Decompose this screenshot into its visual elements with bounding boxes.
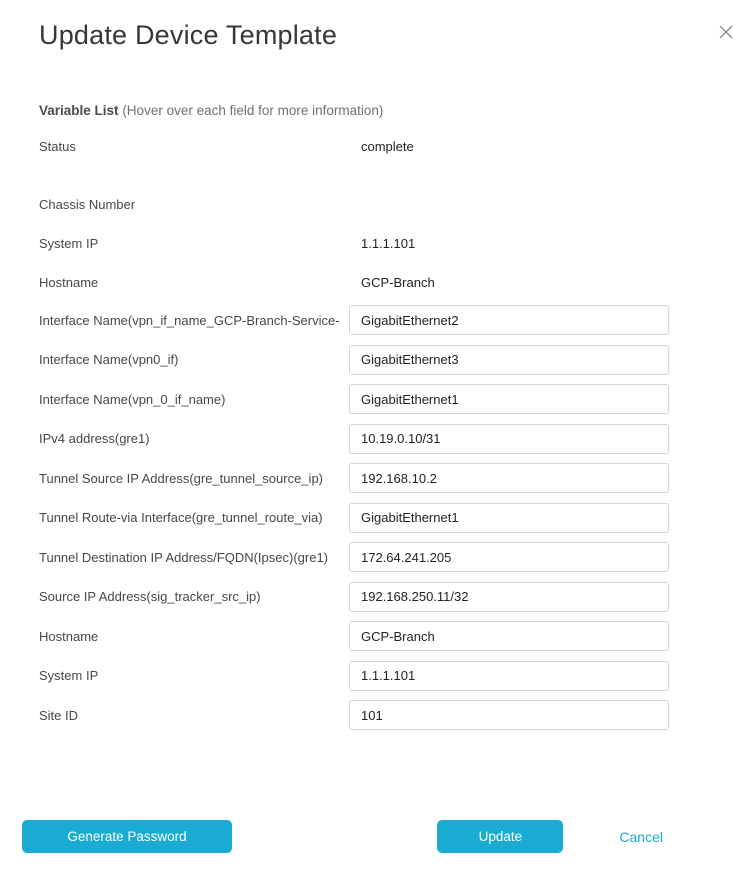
readonly-row-chassis-number xyxy=(0,185,752,224)
field-label: Interface Name(vpn_if_name_GCP-Branch-Service- xyxy=(39,312,340,328)
hostname-value: GCP-Branch xyxy=(361,275,435,290)
interface-name-service-input[interactable] xyxy=(349,305,669,335)
hostname-input[interactable] xyxy=(349,621,669,651)
variable-list-subtitle: (Hover over each field for more information) xyxy=(122,103,384,118)
input-row-system-ip xyxy=(0,661,752,691)
field-label: Hostname xyxy=(39,628,99,644)
input-row-interface-name-service xyxy=(0,305,752,335)
field-label: Interface Name(vpn_0_if_name) xyxy=(39,391,226,407)
field-label: Tunnel Route-via Interface(gre_tunnel_route_via) xyxy=(39,510,323,525)
input-row-tunnel-source-ip xyxy=(0,463,752,493)
variable-list-header xyxy=(39,103,712,118)
generate-password-button[interactable]: Generate Password xyxy=(22,820,232,853)
input-row-interface-name-vpn-0-if-name xyxy=(0,384,752,414)
site-id-input[interactable] xyxy=(349,700,669,730)
input-row-source-ip-address xyxy=(0,582,752,612)
variable-list-title: Variable List xyxy=(39,103,119,118)
interface-name-vpn-0-if-name-input[interactable] xyxy=(349,384,669,414)
field-label: Tunnel Source IP Address(gre_tunnel_source_ip) xyxy=(39,470,324,486)
close-button[interactable] xyxy=(718,26,734,42)
field-label: Tunnel Destination IP Address/FQDN(Ipsec)(gre1) xyxy=(39,549,329,565)
field-label: Source IP Address(sig_tracker_src_ip) xyxy=(39,589,261,604)
system-ip-value: 1.1.1.101 xyxy=(361,236,416,251)
tunnel-source-ip-input[interactable] xyxy=(349,463,669,493)
dialog-footer xyxy=(0,820,752,853)
close-icon xyxy=(719,25,733,44)
interface-name-vpn0-if-input[interactable] xyxy=(349,345,669,375)
ipv4-address-gre1-input[interactable] xyxy=(349,424,669,454)
tunnel-route-via-input[interactable] xyxy=(349,503,669,533)
field-label: Hostname xyxy=(39,275,99,290)
update-button[interactable]: Update xyxy=(437,820,563,853)
input-row-tunnel-destination-ip xyxy=(0,542,752,572)
input-row-tunnel-route-via xyxy=(0,503,752,533)
readonly-row-status xyxy=(0,127,752,166)
source-ip-address-input[interactable] xyxy=(349,582,669,612)
field-label: IPv4 address(gre1) xyxy=(39,431,150,446)
input-row-hostname xyxy=(0,621,752,651)
field-label: System IP xyxy=(39,236,99,251)
variable-list xyxy=(0,127,752,730)
cancel-link[interactable]: Cancel xyxy=(619,828,663,845)
readonly-row-hostname xyxy=(0,263,752,302)
readonly-row-system-ip xyxy=(0,224,752,263)
field-label: System IP xyxy=(39,668,99,683)
input-row-site-id xyxy=(0,700,752,730)
input-row-ipv4-address-gre1 xyxy=(0,424,752,454)
tunnel-destination-ip-input[interactable] xyxy=(349,542,669,572)
field-label: Chassis Number xyxy=(39,197,136,212)
system-ip-input[interactable] xyxy=(349,661,669,691)
field-label: Status xyxy=(39,139,76,154)
status-value: complete xyxy=(361,139,414,154)
field-label: Interface Name(vpn0_if) xyxy=(39,352,179,367)
spacer xyxy=(0,166,752,185)
page-title: Update Device Template xyxy=(39,20,338,50)
field-label: Site ID xyxy=(39,707,79,723)
input-row-interface-name-vpn0-if xyxy=(0,345,752,375)
